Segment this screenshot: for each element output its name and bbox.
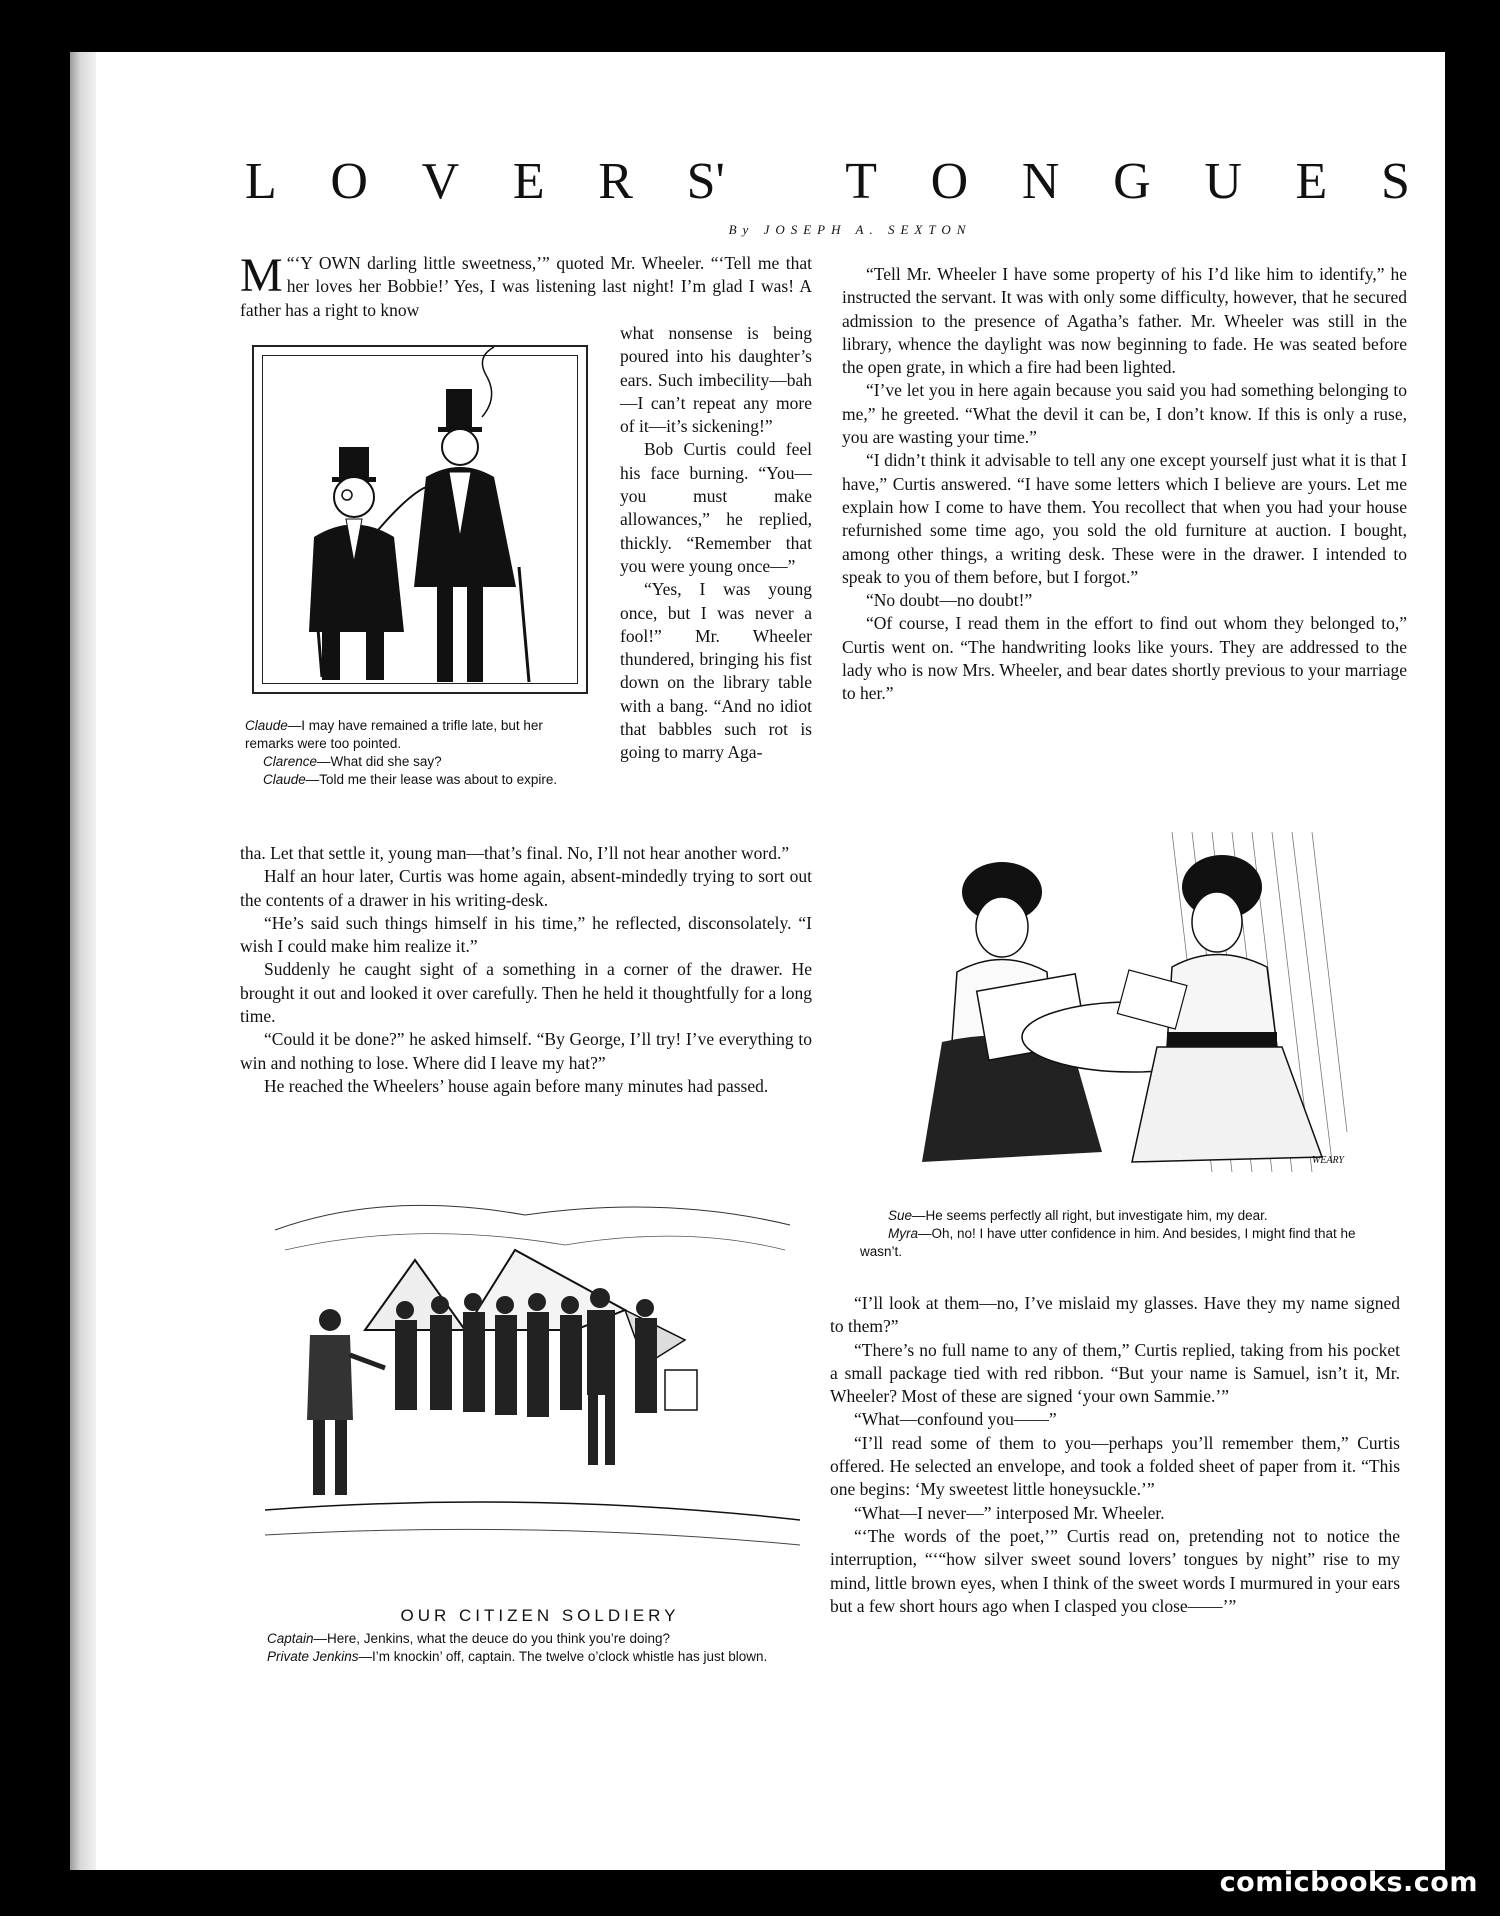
body-paragraph: “Tell Mr. Wheeler I have some property of his I’d like him to identify,” he instructed the servant. It was with only some difficulty, however, that he secured admission to the presence of Agatha’s father. Mr. Wheeler was still in the library, whence the daylight was now beginning to fade. He was seated before the open grate, in which a fire had been lighted.: [842, 264, 1407, 378]
body-paragraph: “Of course, I read them in the effort to find out whom they belonged to,” Curtis went on. “The handwriting looks like yours. They are addressed to the lady who is now Mrs. Wheeler, and bear dates shortly previous to your marriage to her.”: [842, 613, 1407, 704]
title-letter: G: [1113, 153, 1151, 210]
soldiers-drawing: [265, 1190, 800, 1560]
caption-line: [860, 1207, 1380, 1225]
body-paragraph: “Could it be done?” he asked himself. “By George, I’ll try! I’ve everything to win and nothing to lose. Where did I leave my hat?”: [240, 1029, 812, 1073]
caption-text: —He seems perfectly all right, but investigate him, my dear.: [912, 1208, 1268, 1223]
caption-line: [860, 1225, 1380, 1261]
left-column-opening: [240, 249, 812, 322]
speaker-name: Myra: [888, 1226, 918, 1241]
article-title: [245, 152, 1410, 211]
caption-line: [245, 717, 585, 753]
caption-text: —Told me their lease was about to expire.: [305, 772, 558, 787]
left-column-continued: [240, 842, 812, 1098]
body-paragraph: “I didn’t think it advisable to tell any one except yourself just what it is that I have,” Curtis answered. “I have some letters which I believe are yours. Let me explain how I come to have them. You recollect that when you had your house refurnished some time ago, you sold the old furniture at auction. I bought, among other things, a writing desk. These were in the drawer. I intended to speak to you of them before, but I forgot.”: [842, 450, 1407, 587]
title-letter: T: [845, 153, 877, 210]
women-caption: [860, 1207, 1380, 1261]
right-column-top: [842, 263, 1407, 706]
byline: By JOSEPH A. SEXTON: [728, 222, 972, 237]
soldier-cartoon-title: OUR CITIZEN SOLDIERY: [400, 1606, 680, 1625]
soldiers-illustration: [265, 1190, 800, 1560]
title-letter: N: [1021, 153, 1060, 210]
opening-paragraph: [240, 249, 812, 322]
page-spine-shadow: [70, 52, 96, 1870]
body-paragraph: “No doubt—no doubt!”: [866, 590, 1033, 611]
body-paragraph: “I’ll read some of them to you—perhaps you’ll remember them,” Curtis offered. He selected an envelope, and took a folded sheet of paper from it. “This one begins: ‘My sweetest little honeysuckle.’”: [830, 1432, 1400, 1500]
wrap-paragraph: what nonsense is being poured into his daughter’s ears. Such imbecility—bah—I can’t repeat any more of it—it’s sickening!”: [620, 323, 812, 437]
title-gap: [779, 152, 792, 211]
women-drawing: [872, 832, 1352, 1172]
body-paragraph: Half an hour later, Curtis was home again, absent-mindedly trying to sort out the contents of a drawer in his writing-desk.: [240, 866, 812, 910]
women-illustration: [872, 832, 1352, 1172]
wrap-paragraph: “Yes, I was young once, but I was never a fool!” Mr. Wheeler thundered, bringing his fist down on the library table with a bang. “And no idiot that babbles such rot is going to marry Aga-: [620, 579, 812, 763]
body-paragraph: “‘The words of the poet,’” Curtis read on, pretending not to notice the interruption, “‘“how silver sweet sound lovers’ tongues by night” rise to my mind, little brown eyes, when I think of the sweet words I murmured in your ears but a few short hours ago when I clasped you close——’”: [830, 1525, 1400, 1616]
body-paragraph: “What—confound you——”: [854, 1409, 1057, 1430]
artist-signature: WEARY: [1311, 1155, 1344, 1166]
title-letter: L: [245, 153, 277, 210]
soldier-caption: [237, 1630, 812, 1666]
title-letter: V: [421, 153, 460, 210]
wrap-paragraph: Bob Curtis could feel his face burning. “You—you must make allowances,” he replied, thickly. “Remember that you were young once—”: [620, 439, 812, 576]
cartoon1-caption: [245, 717, 585, 789]
body-paragraph: “I’ll look at them—no, I’ve mislaid my glasses. Have they my name signed to them?”: [830, 1293, 1400, 1337]
title-letter: U: [1204, 153, 1242, 210]
title-letter: S': [686, 153, 725, 210]
body-paragraph: “I’ve let you in here again because you said you had something belonging to me,” he greeted. “What the devil it can be, I don’t know. If this is only a ruse, you are wasting your time.”: [842, 380, 1407, 448]
title-letter: O: [330, 153, 368, 210]
caption-line: [245, 753, 585, 771]
title-letter: S: [1380, 153, 1410, 210]
body-paragraph: He reached the Wheelers’ house again before many minutes had passed.: [264, 1075, 769, 1096]
caption-text: —Here, Jenkins, what the deuce do you think you’re doing?: [313, 1631, 671, 1646]
title-letter: R: [598, 153, 633, 210]
speaker-name: Clarence: [263, 754, 318, 769]
body-paragraph: “What—I never—” interposed Mr. Wheeler.: [854, 1502, 1165, 1523]
caption-line: [237, 1648, 812, 1666]
speaker-name: Claude: [245, 718, 288, 733]
caption-text: —I may have remained a trifle late, but her remarks were too pointed.: [245, 718, 543, 751]
title-letter: E: [512, 153, 545, 210]
site-watermark: comicbooks.com: [1219, 1867, 1478, 1898]
body-paragraph: Suddenly he caught sight of a something in a corner of the drawer. He brought it out and looked it over carefully. Then he held it thoughtfully for a long time.: [240, 959, 812, 1027]
opening-quote: “‘: [286, 253, 301, 273]
body-paragraph: “He’s said such things himself in his time,” he reflected, disconsolately. “I wish I could make him realize it.”: [240, 912, 812, 957]
speaker-name: Sue: [888, 1208, 913, 1223]
speaker-name: Captain: [267, 1631, 314, 1646]
caption-text: —Oh, no! I have utter confidence in him. And besides, I might find that he wasn’t.: [860, 1226, 1356, 1259]
caption-line: [245, 771, 585, 789]
drop-cap: M: [240, 249, 283, 302]
caption-text: —I’m knockin’ off, captain. The twelve o’clock whistle has just blown.: [358, 1649, 768, 1664]
right-column-bottom: [830, 1292, 1400, 1618]
caption-text: —What did she say?: [317, 754, 442, 769]
title-letter: E: [1295, 153, 1328, 210]
cartoon-gentlemen: [252, 345, 588, 694]
body-paragraph: “There’s no full name to any of them,” Curtis replied, taking from his pocket a small package tied with red ribbon. “But your name is Samuel, isn’t it, Mr. Wheeler? Most of these are signed ‘your own Sammie.’”: [830, 1339, 1400, 1407]
gentlemen-illustration: [254, 347, 586, 692]
body-paragraph: tha. Let that settle it, young man—that’s final. No, I’ll not hear another word.”: [240, 843, 790, 863]
title-letter: O: [930, 153, 969, 210]
speaker-name: Private Jenkins: [267, 1649, 359, 1664]
left-wrap-column: [620, 322, 812, 765]
opening-text: Y OWN darling little sweetness,’” quoted Mr. Wheeler. “‘Tell me that her loves her Bobbie!’ Yes, I was listening last night! I’m glad I was! A father has a right to know: [240, 253, 812, 320]
speaker-name: Claude: [263, 772, 306, 787]
caption-line: [237, 1630, 812, 1648]
